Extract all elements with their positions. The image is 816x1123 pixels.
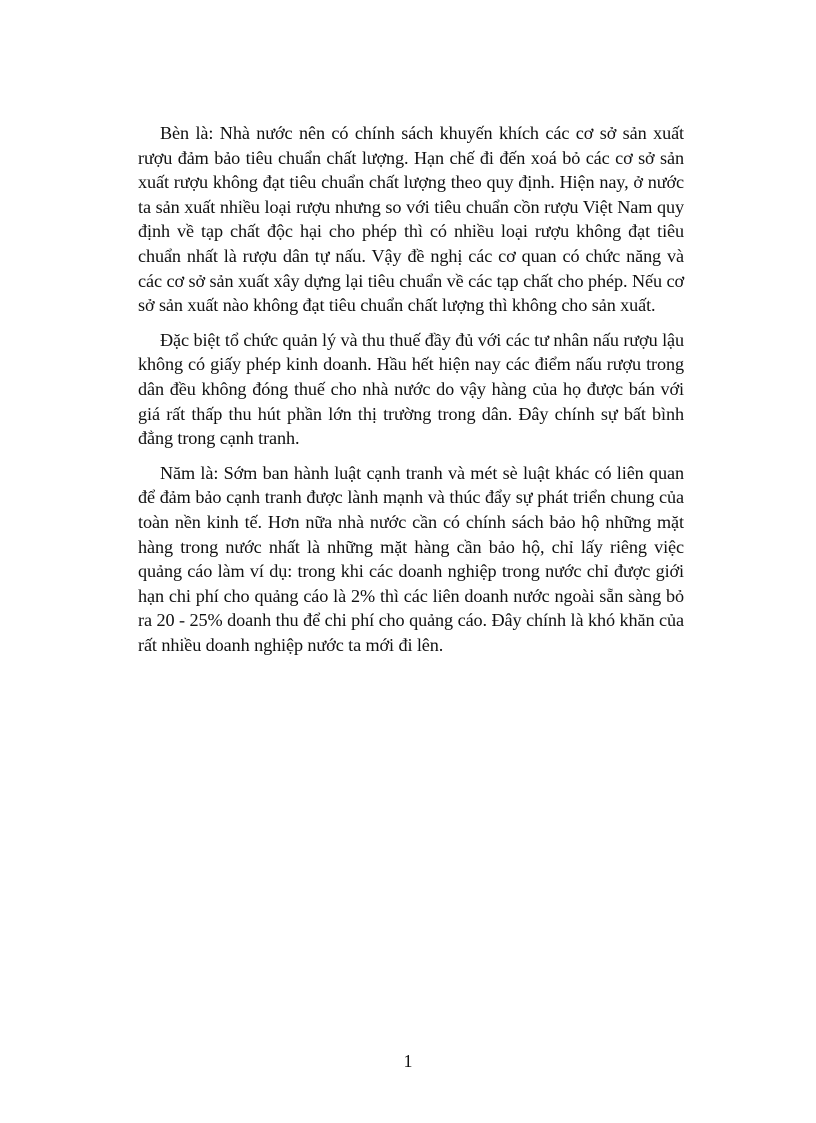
- page-body: [138, 121, 684, 657]
- paragraph-ben-la: Bèn là: Nhà nước nên có chính sách khuyến khích các cơ sở sản xuất rượu đảm bảo tiêu chuẩn chất lượng. Hạn chế đi đến xoá bỏ các cơ sở sản xuất rượu không đạt tiêu chuẩn chất lượng theo quy định. Hiện nay, ở nước ta sản xuất nhiều loại rượu nhưng so với tiêu chuẩn cồn rượu Việt Nam quy định về tạp chất độc hại cho phép thì có nhiều loại rượu không đạt tiêu chuẩn nhất là rượu dân tự nấu. Vậy đề nghị các cơ quan có chức năng và các cơ sở sản xuất xây dựng lại tiêu chuẩn về các tạp chất cho phép. Nếu cơ sở sản xuất nào không đạt tiêu chuẩn chất lượng thì không cho sản xuất.: [138, 123, 684, 316]
- paragraph-dac-biet: Đặc biệt tổ chức quản lý và thu thuế đầy đủ với các tư nhân nấu rượu lậu không có giấy phép kinh doanh. Hầu hết hiện nay các điểm nấu rượu trong dân đều không đóng thuế cho nhà nước do vậy hàng của họ được bán với giá rất thấp thu hút phần lớn thị trường trong dân. Đây chính sự bất bình đẳng trong cạnh tranh.: [138, 329, 684, 449]
- page-number: 1: [403, 1051, 413, 1071]
- paragraph-nam-la: Năm là: Sớm ban hành luật cạnh tranh và mét sè luật khác có liên quan để đảm bảo cạnh tranh được lành mạnh và thúc đẩy sự phát triển chung của toàn nền kinh tế. Hơn nữa nhà nước cần có chính sách bảo hộ những mặt hàng trong nước nhất là những mặt hàng cần bảo hộ, chỉ lấy riêng việc quảng cáo làm ví dụ: trong khi các doanh nghiệp trong nước chỉ được giới hạn chi phí cho quảng cáo là 2% thì các liên doanh nước ngoài sẵn sàng bỏ ra 20 - 25% doanh thu để chi phí cho quảng cáo. Đây chính là khó khăn của rất nhiều doanh nghiệp nước ta mới đi lên.: [138, 462, 684, 655]
